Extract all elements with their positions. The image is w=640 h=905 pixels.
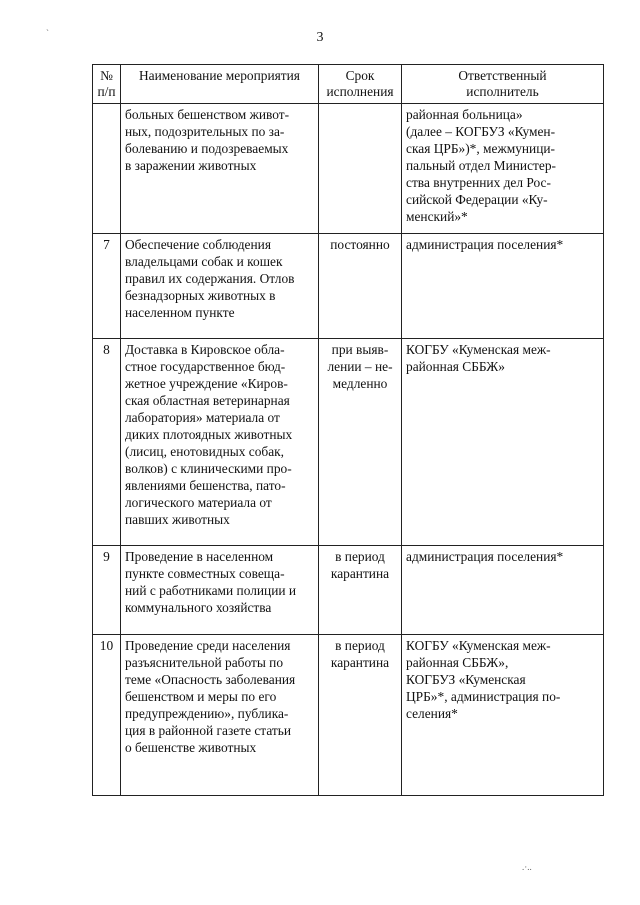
row-responsible: администрация поселения* [402, 234, 604, 339]
measures-table [92, 64, 604, 796]
row-measure: больных бешенством живот- ных, подозрительных по за- болеванию и подозреваемых в заражении животных [121, 104, 319, 234]
row-term: в период карантина [319, 635, 402, 796]
header-responsible: Ответственный исполнитель [402, 65, 604, 104]
table-header-row [93, 65, 604, 104]
header-term: Срок исполнения [319, 65, 402, 104]
row-measure: Доставка в Кировское обла- стное государственное бюд- жетное учреждение «Киров- ская областная ветеринарная лаборатория» материала от диких плотоядных животных (лисиц, енотовидных собак, волков) с клиническими про- явлениями бешенства, пато- логического материала от павших животных [121, 339, 319, 546]
row-term: постоянно [319, 234, 402, 339]
scan-speck: ` [46, 28, 49, 38]
table-row [93, 104, 604, 234]
row-measure: Проведение в населенном пункте совместных совеща- ний с работниками полиции и коммунального хозяйства [121, 546, 319, 635]
row-term [319, 104, 402, 234]
row-number: 7 [93, 234, 121, 339]
row-responsible: администрация поселения* [402, 546, 604, 635]
row-term: в период карантина [319, 546, 402, 635]
table-row [93, 339, 604, 546]
header-num: № п/п [93, 65, 121, 104]
row-number: 9 [93, 546, 121, 635]
table-row [93, 546, 604, 635]
row-responsible: районная больница» (далее – КОГБУЗ «Кумен- ская ЦРБ»)*, межмуници- пальный отдел Министер- ства внутренних дел Рос- сийской Федерации «Ку- менский»* [402, 104, 604, 234]
row-term: при выяв- лении – не- медленно [319, 339, 402, 546]
scan-speck: .·.. [522, 862, 532, 872]
header-name: Наименование мероприятия [121, 65, 319, 104]
table-row [93, 635, 604, 796]
row-number: 10 [93, 635, 121, 796]
row-responsible: КОГБУ «Куменская меж- районная СББЖ», КОГБУЗ «Куменская ЦРБ»*, администрация по- селения* [402, 635, 604, 796]
row-number [93, 104, 121, 234]
page-number: 3 [316, 30, 324, 45]
row-responsible: КОГБУ «Куменская меж- районная СББЖ» [402, 339, 604, 546]
row-measure: Обеспечение соблюдения владельцами собак и кошек правил их содержания. Отлов безнадзорных животных в населенном пункте [121, 234, 319, 339]
row-number: 8 [93, 339, 121, 546]
row-measure: Проведение среди населения разъяснительной работы по теме «Опасность заболевания бешенством и меры по его предупреждению», публика- ция в районной газете статьи о бешенстве животных [121, 635, 319, 796]
table-row [93, 234, 604, 339]
